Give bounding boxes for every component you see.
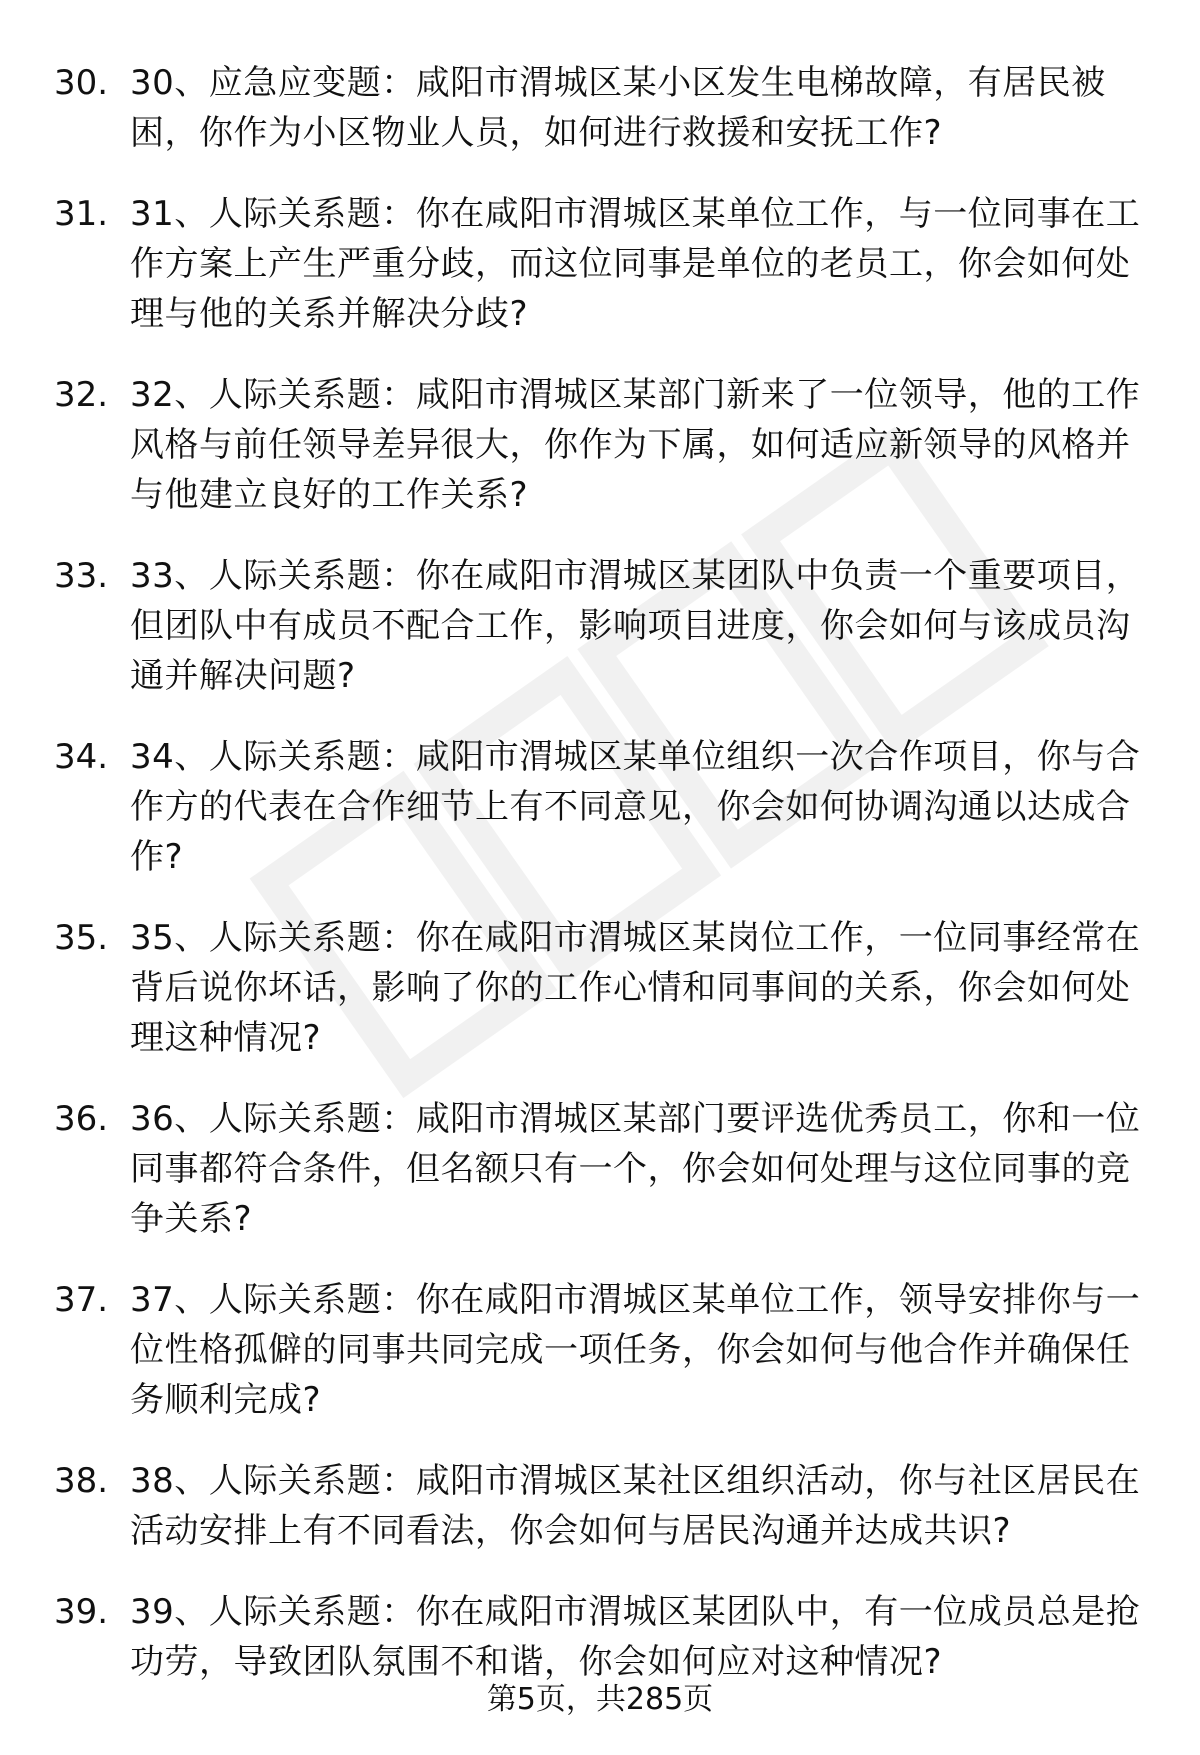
question-list — [54, 58, 1149, 1718]
list-item — [54, 370, 1149, 520]
item-number: 37. — [54, 1280, 109, 1320]
page-footer: 第5页，共285页 — [486, 1682, 714, 1717]
item-text: 30、应急应变题：咸阳市渭城区某小区发生电梯故障，有居民被困，你作为小区物业人员，如何进行救援和安抚工作? — [130, 63, 1106, 153]
item-number: 36. — [54, 1099, 109, 1139]
list-item — [54, 551, 1149, 701]
item-number: 39. — [54, 1592, 109, 1632]
item-text: 38、人际关系题：咸阳市渭城区某社区组织活动，你与社区居民在活动安排上有不同看法，你会如何与居民沟通并达成共识? — [130, 1461, 1141, 1551]
item-text: 31、人际关系题：你在咸阳市渭城区某单位工作，与一位同事在工作方案上产生严重分歧，而这位同事是单位的老员工，你会如何处理与他的关系并解决分歧? — [130, 194, 1141, 334]
list-item — [54, 1587, 1149, 1687]
item-number: 38. — [54, 1461, 109, 1501]
list-item — [54, 732, 1149, 882]
item-text: 34、人际关系题：咸阳市渭城区某单位组织一次合作项目，你与合作方的代表在合作细节上有不同意见，你会如何协调沟通以达成合作? — [130, 737, 1141, 877]
list-item — [54, 1275, 1149, 1425]
item-text: 33、人际关系题：你在咸阳市渭城区某团队中负责一个重要项目，但团队中有成员不配合工作，影响项目进度，你会如何与该成员沟通并解决问题? — [130, 556, 1141, 696]
item-number: 33. — [54, 556, 109, 596]
item-number: 31. — [54, 194, 109, 234]
item-text: 39、人际关系题：你在咸阳市渭城区某团队中，有一位成员总是抢功劳，导致团队氛围不和谐，你会如何应对这种情况? — [130, 1592, 1141, 1682]
item-text: 36、人际关系题：咸阳市渭城区某部门要评选优秀员工，你和一位同事都符合条件，但名额只有一个，你会如何处理与这位同事的竞争关系? — [130, 1099, 1141, 1239]
item-text: 37、人际关系题：你在咸阳市渭城区某单位工作，领导安排你与一位性格孤僻的同事共同完成一项任务，你会如何与他合作并确保任务顺利完成? — [130, 1280, 1141, 1420]
list-item — [54, 913, 1149, 1063]
item-text: 35、人际关系题：你在咸阳市渭城区某岗位工作，一位同事经常在背后说你坏话，影响了你的工作心情和同事间的关系，你会如何处理这种情况? — [130, 918, 1141, 1058]
list-item — [54, 1456, 1149, 1556]
item-number: 30. — [54, 63, 109, 103]
list-item — [54, 1094, 1149, 1244]
item-text: 32、人际关系题：咸阳市渭城区某部门新来了一位领导，他的工作风格与前任领导差异很大，你作为下属，如何适应新领导的风格并与他建立良好的工作关系? — [130, 375, 1141, 515]
list-item — [54, 189, 1149, 339]
item-number: 32. — [54, 375, 109, 415]
item-number: 34. — [54, 737, 109, 777]
item-number: 35. — [54, 918, 109, 958]
list-item — [54, 58, 1149, 158]
